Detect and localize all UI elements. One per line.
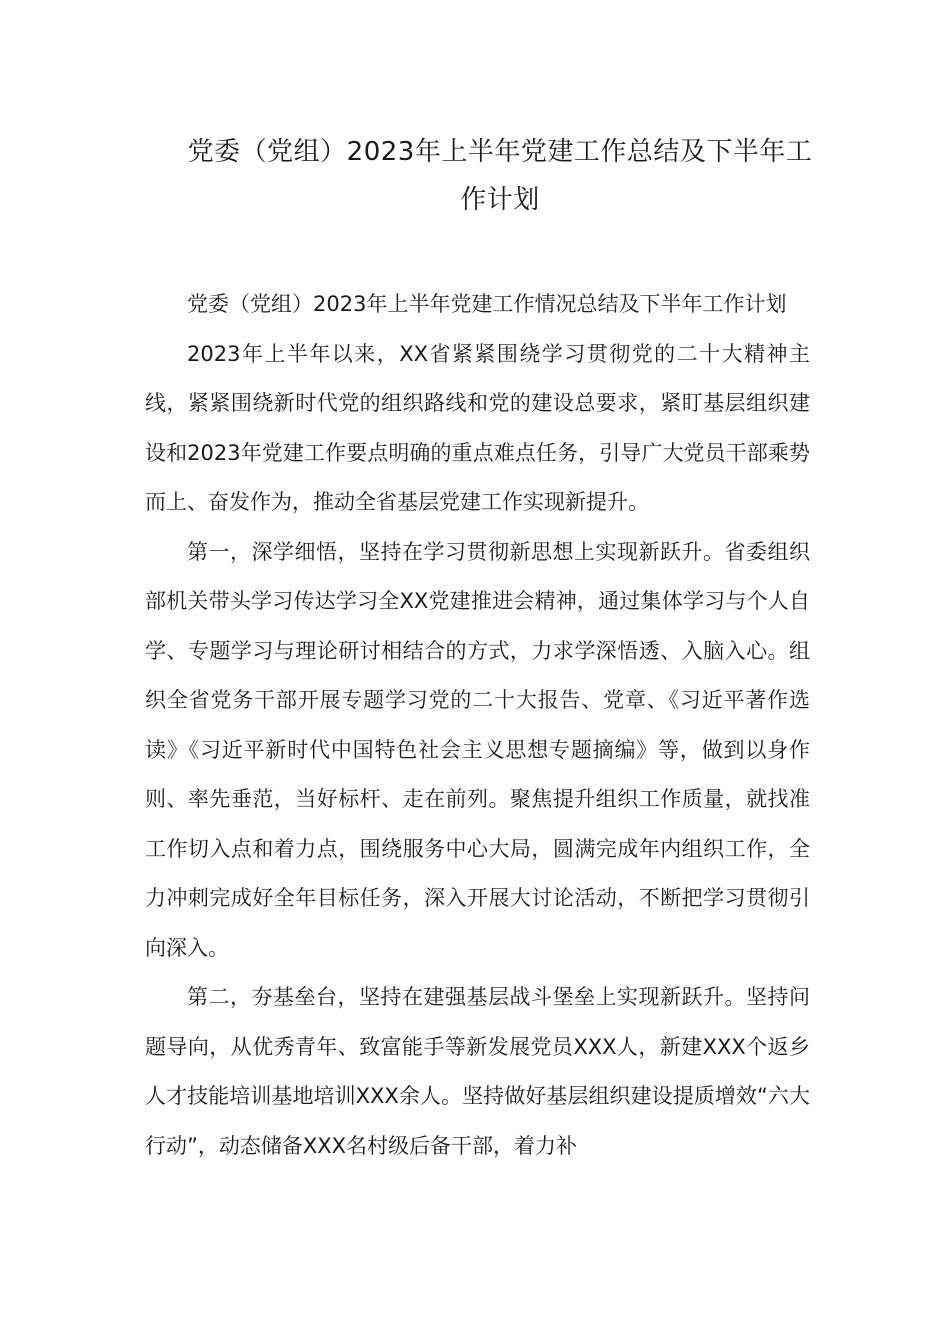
document-body xyxy=(145,280,810,1171)
paragraph-first: 第一，深学细悟，坚持在学习贯彻新思想上实现新跃升。省委组织部机关带头学习传达学习全XX党建推进会精神，通过集体学习与个人自学、专题学习与理论研讨相结合的方式，力求学深悟透、入脑入心。组织全省党务干部开展专题学习党的二十大报告、党章、《习近平著作选读》《习近平新时代中国特色社会主义思想专题摘编》等，做到以身作则、率先垂范，当好标杆、走在前列。聚焦提升组织工作质量，就找准工作切入点和着力点，围绕服务中心大局，圆满完成年内组织工作，全力冲刺完成好全年目标任务，深入开展大讨论活动，不断把学习贯彻引向深入。 xyxy=(145,539,810,960)
document-title: 党委（党组）2023年上半年党建工作总结及下半年工作计划 xyxy=(187,137,813,215)
paragraph-subtitle: 党委（党组）2023年上半年党建工作情况总结及下半年工作计划 xyxy=(187,292,787,316)
paragraph-second: 第二，夯基垒台，坚持在建强基层战斗堡垒上实现新跃升。坚持问题导向，从优秀青年、致富能手等新发展党员XXX人，新建XXX个返乡人才技能培训基地培训XXX余人。坚持做好基层组织建设提质增效“六大行动”，动态储备XXX名村级后备干部，着力补 xyxy=(145,985,810,1158)
paragraph-intro: 2023年上半年以来，XX省紧紧围绕学习贯彻党的二十大精神主线，紧紧围绕新时代党的组织路线和党的建设总要求，紧盯基层组织建设和2023年党建工作要点明确的重点难点任务，引导广大党员干部乘势而上、奋发作为，推动全省基层党建工作实现新提升。 xyxy=(145,341,810,514)
